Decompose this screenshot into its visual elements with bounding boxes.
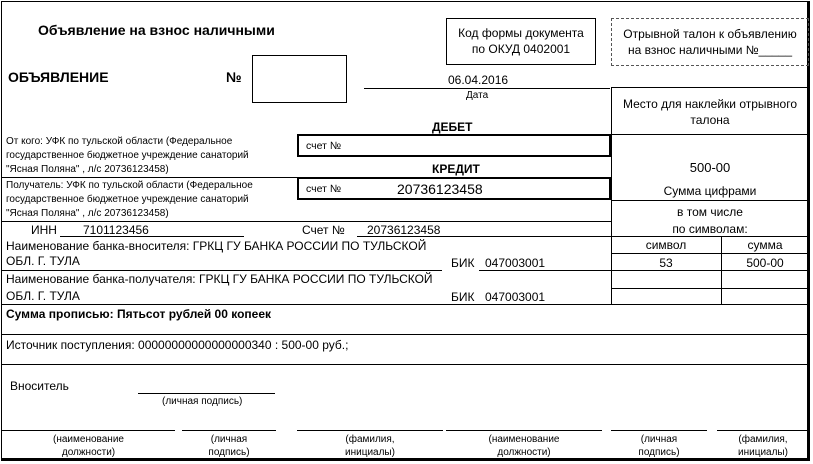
credit-to-line1: Получатель: УФК по тульской области (Федеральное bbox=[6, 180, 253, 191]
symbols-row1-bottom-line bbox=[611, 270, 809, 271]
payer-bik-label: БИК bbox=[451, 256, 475, 270]
sum-words-top-line bbox=[2, 304, 810, 305]
depositor-signature-line[interactable] bbox=[138, 393, 275, 394]
debit-from-line2: государственное бюджетное учреждение санаторий bbox=[6, 150, 249, 161]
sum-figures-bottom-line bbox=[611, 200, 809, 201]
symbols-header-top-line bbox=[611, 236, 809, 237]
symbol-sum-value: 500-00 bbox=[746, 256, 784, 270]
number-sign: № bbox=[226, 69, 242, 85]
date-underline bbox=[364, 88, 610, 89]
sum-column-header: сумма bbox=[747, 238, 783, 252]
payer-bank-bottom-line bbox=[2, 270, 442, 271]
payer-bik-underline bbox=[479, 270, 611, 271]
right-panel-top-line bbox=[611, 87, 809, 88]
footer-caption-6-line1: (фамилия, bbox=[738, 434, 788, 445]
coupon-box bbox=[611, 18, 809, 66]
footer-caption-2-line1: (личная bbox=[210, 434, 248, 445]
coupon-line2: на взнос наличными №_____ bbox=[627, 43, 793, 57]
payee-bank-line1: Наименование банка-получателя: ГРКЦ ГУ БАНКА РОССИИ ПО ТУЛЬСКОЙ bbox=[6, 272, 433, 286]
credit-to-line3: "Ясная Поляна" , л/с 20736123458) bbox=[6, 208, 169, 219]
footer-caption-4-line1: (наименование bbox=[488, 434, 560, 445]
debit-from-line3: "Ясная Поляна" , л/с 20736123458) bbox=[6, 164, 169, 175]
sum-figures-value: 500-00 bbox=[689, 160, 731, 175]
footer-caption-5-line1: (личная bbox=[640, 434, 678, 445]
footer-caption-3-line1: (фамилия, bbox=[345, 434, 395, 445]
depositor-signature-caption: (личная подпись) bbox=[162, 396, 243, 407]
form-title: Объявление на взнос наличными bbox=[38, 22, 275, 38]
footer-line-5[interactable] bbox=[611, 430, 707, 431]
footer-line-2[interactable] bbox=[182, 430, 276, 431]
debit-heading: ДЕБЕТ bbox=[432, 120, 473, 134]
inn-label: ИНН bbox=[31, 223, 57, 237]
footer-line-4[interactable] bbox=[446, 430, 602, 431]
credit-account-label: счет № bbox=[306, 183, 342, 195]
payee-bik-value: 047003001 bbox=[485, 290, 546, 304]
source-bottom-line bbox=[2, 364, 810, 365]
credit-top-line bbox=[2, 177, 297, 178]
income-source: Источник поступления: 00000000000000000340 : 500-00 руб.; bbox=[6, 338, 349, 352]
inn-account-value: 20736123458 bbox=[367, 223, 441, 237]
coupon-line1: Отрывной талон к объявлению bbox=[623, 27, 797, 41]
footer-caption-4-line2: должности) bbox=[497, 447, 551, 458]
symbols-header-bottom-line bbox=[611, 253, 809, 254]
footer-caption-6-line2: инициалы) bbox=[738, 447, 788, 458]
debit-account-label: счет № bbox=[306, 140, 342, 152]
sum-in-words: Сумма прописью: Пятьсот рублей 00 копеек bbox=[6, 307, 272, 321]
sum-figures-label: Сумма цифрами bbox=[663, 184, 757, 198]
symbol-row-value: 53 bbox=[659, 256, 673, 270]
payer-bank-line1: Наименование банка-вносителя: ГРКЦ ГУ БАНКА РОССИИ ПО ТУЛЬСКОЙ bbox=[6, 239, 427, 253]
payee-bik-label: БИК bbox=[451, 290, 475, 304]
including-line1: в том числе bbox=[677, 205, 743, 219]
footer-caption-3-line2: инициалы) bbox=[345, 447, 395, 458]
debit-account-field[interactable] bbox=[297, 134, 611, 157]
footer-line-1[interactable] bbox=[2, 430, 175, 431]
announcement-label: ОБЪЯВЛЕНИЕ bbox=[8, 69, 109, 85]
inn-account-label: Счет № bbox=[302, 223, 345, 237]
including-line2: по символам: bbox=[672, 222, 748, 236]
inn-underline bbox=[60, 236, 244, 237]
depositor-label: Вноситель bbox=[10, 379, 69, 393]
sticker-line2: талона bbox=[690, 113, 730, 127]
credit-account-value: 20736123458 bbox=[397, 181, 483, 197]
okud-line1: Код формы документа bbox=[458, 26, 584, 40]
symbols-row2-bottom-line bbox=[611, 288, 809, 289]
debit-from-line1: От кого: УФК по тульской области (Федеральное bbox=[6, 136, 233, 147]
payee-bank-line2: ОБЛ. Г. ТУЛА bbox=[6, 289, 80, 303]
date-value: 06.04.2016 bbox=[448, 73, 509, 87]
announcement-number-field[interactable] bbox=[252, 55, 347, 103]
footer-caption-1-line1: (наименование bbox=[53, 434, 124, 445]
sticker-bottom-line bbox=[611, 134, 809, 135]
inn-top-line bbox=[2, 221, 611, 222]
date-label: Дата bbox=[466, 90, 489, 101]
footer-caption-5-line2: подпись) bbox=[638, 447, 680, 458]
payer-bank-line2: ОБЛ. Г. ТУЛА bbox=[6, 254, 80, 268]
symbol-column-header: символ bbox=[645, 238, 687, 252]
credit-heading: КРЕДИТ bbox=[432, 162, 480, 176]
payer-bik-value: 047003001 bbox=[485, 256, 546, 270]
footer-line-6[interactable] bbox=[717, 430, 809, 431]
footer-caption-1-line2: должности) bbox=[61, 447, 116, 458]
sticker-line1: Место для наклейки отрывного bbox=[622, 97, 798, 111]
credit-to-line2: государственное бюджетное учреждение санаторий bbox=[6, 194, 249, 205]
okud-line2: по ОКУД 0402001 bbox=[471, 42, 571, 56]
inn-value: 7101123456 bbox=[83, 223, 149, 237]
footer-line-3[interactable] bbox=[297, 430, 443, 431]
footer-caption-2-line2: подпись) bbox=[208, 447, 250, 458]
inn-account-underline bbox=[357, 236, 611, 237]
sum-words-bottom-line bbox=[2, 334, 810, 335]
